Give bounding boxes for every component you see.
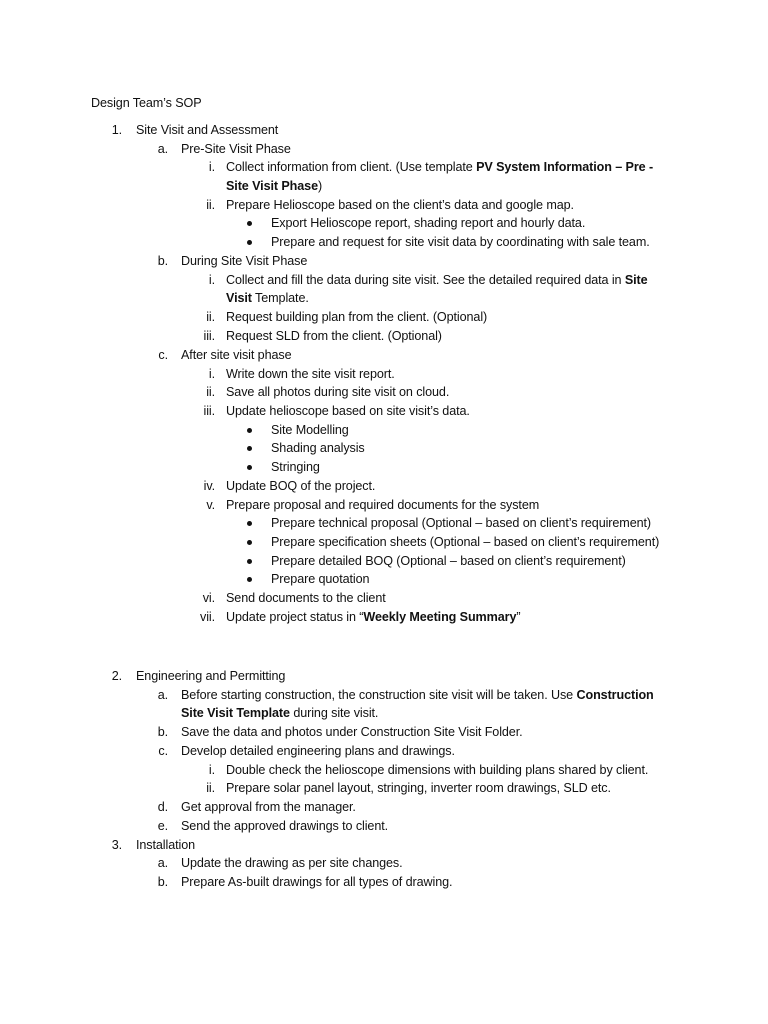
list-item [181, 686, 654, 705]
bullet-item: Prepare detailed BOQ (Optional – based on client’s requirement) [271, 554, 626, 568]
list-item-continuation [226, 289, 309, 308]
list-item-continuation [226, 177, 322, 196]
list-marker: iii. [203, 329, 215, 343]
list-item-text: Before starting construction, the construction site visit will be taken. Use [181, 688, 577, 702]
list-item-text: ) [317, 179, 323, 193]
bullet-item: Site Modelling [271, 423, 349, 437]
list-marker: i. [208, 367, 215, 381]
list-marker: e. [157, 819, 168, 833]
list-item [226, 158, 653, 177]
list-marker: b. [157, 254, 168, 268]
list-item: After site visit phase [181, 348, 292, 362]
bullet-item: Export Helioscope report, shading report and hourly data. [271, 216, 586, 230]
bullet-icon [247, 559, 252, 564]
list-marker: vi. [202, 591, 215, 605]
list-marker: a. [157, 856, 168, 870]
list-item: Request building plan from the client. (Optional) [226, 310, 488, 324]
bullet-icon [247, 540, 252, 545]
list-marker: b. [157, 875, 168, 889]
list-marker: b. [157, 725, 168, 739]
bullet-icon [247, 428, 252, 433]
list-item: During Site Visit Phase [181, 254, 308, 268]
list-marker: iv. [203, 479, 215, 493]
list-item: Prepare Helioscope based on the client’s data and google map. [226, 198, 574, 212]
list-item: Prepare As-built drawings for all types of drawing. [181, 875, 453, 889]
bullet-icon [247, 465, 252, 470]
list-marker: i. [208, 763, 215, 777]
list-item-text: Collect and fill the data during site visit. See the detailed required data in [226, 273, 625, 287]
list-item: Develop detailed engineering plans and drawings. [181, 744, 455, 758]
list-marker: c. [158, 744, 168, 758]
template-name-cont: Visit [226, 291, 252, 305]
template-name-cont: Site Visit Phase [226, 179, 318, 193]
list-item-continuation [181, 704, 378, 723]
list-marker: c. [158, 348, 168, 362]
list-marker: 1. [111, 123, 122, 137]
list-item: Prepare proposal and required documents for the system [226, 498, 540, 512]
list-marker: ii. [206, 198, 215, 212]
bullet-item: Stringing [271, 460, 320, 474]
template-name: Construction [576, 688, 654, 702]
list-item: Pre-Site Visit Phase [181, 142, 291, 156]
section-heading: Engineering and Permitting [136, 669, 286, 683]
list-marker: 3. [111, 838, 122, 852]
list-item: Send the approved drawings to client. [181, 819, 389, 833]
template-name: Site [624, 273, 648, 287]
section-heading: Site Visit and Assessment [136, 123, 279, 137]
section-heading: Installation [136, 838, 196, 852]
list-item-text: during site visit. [289, 706, 379, 720]
list-item: Update helioscope based on site visit’s data. [226, 404, 470, 418]
bullet-item: Prepare technical proposal (Optional – based on client’s requirement) [271, 516, 651, 530]
list-marker: i. [208, 160, 215, 174]
document-title: Design Team’s SOP [91, 96, 202, 110]
list-item-text: Update project status in “ [226, 610, 364, 624]
list-item: Double check the helioscope dimensions with building plans shared by client. [226, 763, 649, 777]
bullet-icon [247, 446, 252, 451]
list-item-text: Template. [251, 291, 309, 305]
bullet-icon [247, 240, 252, 245]
list-marker: ii. [206, 385, 215, 399]
list-marker: vii. [200, 610, 215, 624]
list-item: Save all photos during site visit on cloud. [226, 385, 450, 399]
list-item: Save the data and photos under Construction Site Visit Folder. [181, 725, 523, 739]
list-item: Prepare solar panel layout, stringing, inverter room drawings, SLD etc. [226, 781, 611, 795]
list-marker: iii. [203, 404, 215, 418]
list-marker: a. [157, 688, 168, 702]
list-item: Request SLD from the client. (Optional) [226, 329, 442, 343]
list-marker: ii. [206, 781, 215, 795]
bullet-item: Shading analysis [271, 441, 365, 455]
bullet-icon [247, 577, 252, 582]
document-name: Weekly Meeting Summary [363, 610, 517, 624]
bullet-item: Prepare and request for site visit data by coordinating with sale team. [271, 235, 650, 249]
list-item-text: ” [516, 610, 521, 624]
list-marker: ii. [206, 310, 215, 324]
bullet-icon [247, 521, 252, 526]
list-item [226, 608, 520, 627]
template-name-cont: Site Visit Template [181, 706, 290, 720]
list-item [226, 271, 648, 290]
bullet-icon [247, 221, 252, 226]
bullet-item: Prepare specification sheets (Optional – based on client’s requirement) [271, 535, 660, 549]
list-item: Update BOQ of the project. [226, 479, 376, 493]
list-marker: i. [208, 273, 215, 287]
list-item-text: Collect information from client. (Use template [226, 160, 477, 174]
list-item: Send documents to the client [226, 591, 386, 605]
list-item: Write down the site visit report. [226, 367, 395, 381]
list-item: Update the drawing as per site changes. [181, 856, 403, 870]
list-item: Get approval from the manager. [181, 800, 356, 814]
list-marker: 2. [111, 669, 122, 683]
bullet-item: Prepare quotation [271, 572, 370, 586]
list-marker: a. [157, 142, 168, 156]
list-marker: v. [206, 498, 215, 512]
list-marker: d. [157, 800, 168, 814]
template-name: PV System Information – Pre - [476, 160, 654, 174]
